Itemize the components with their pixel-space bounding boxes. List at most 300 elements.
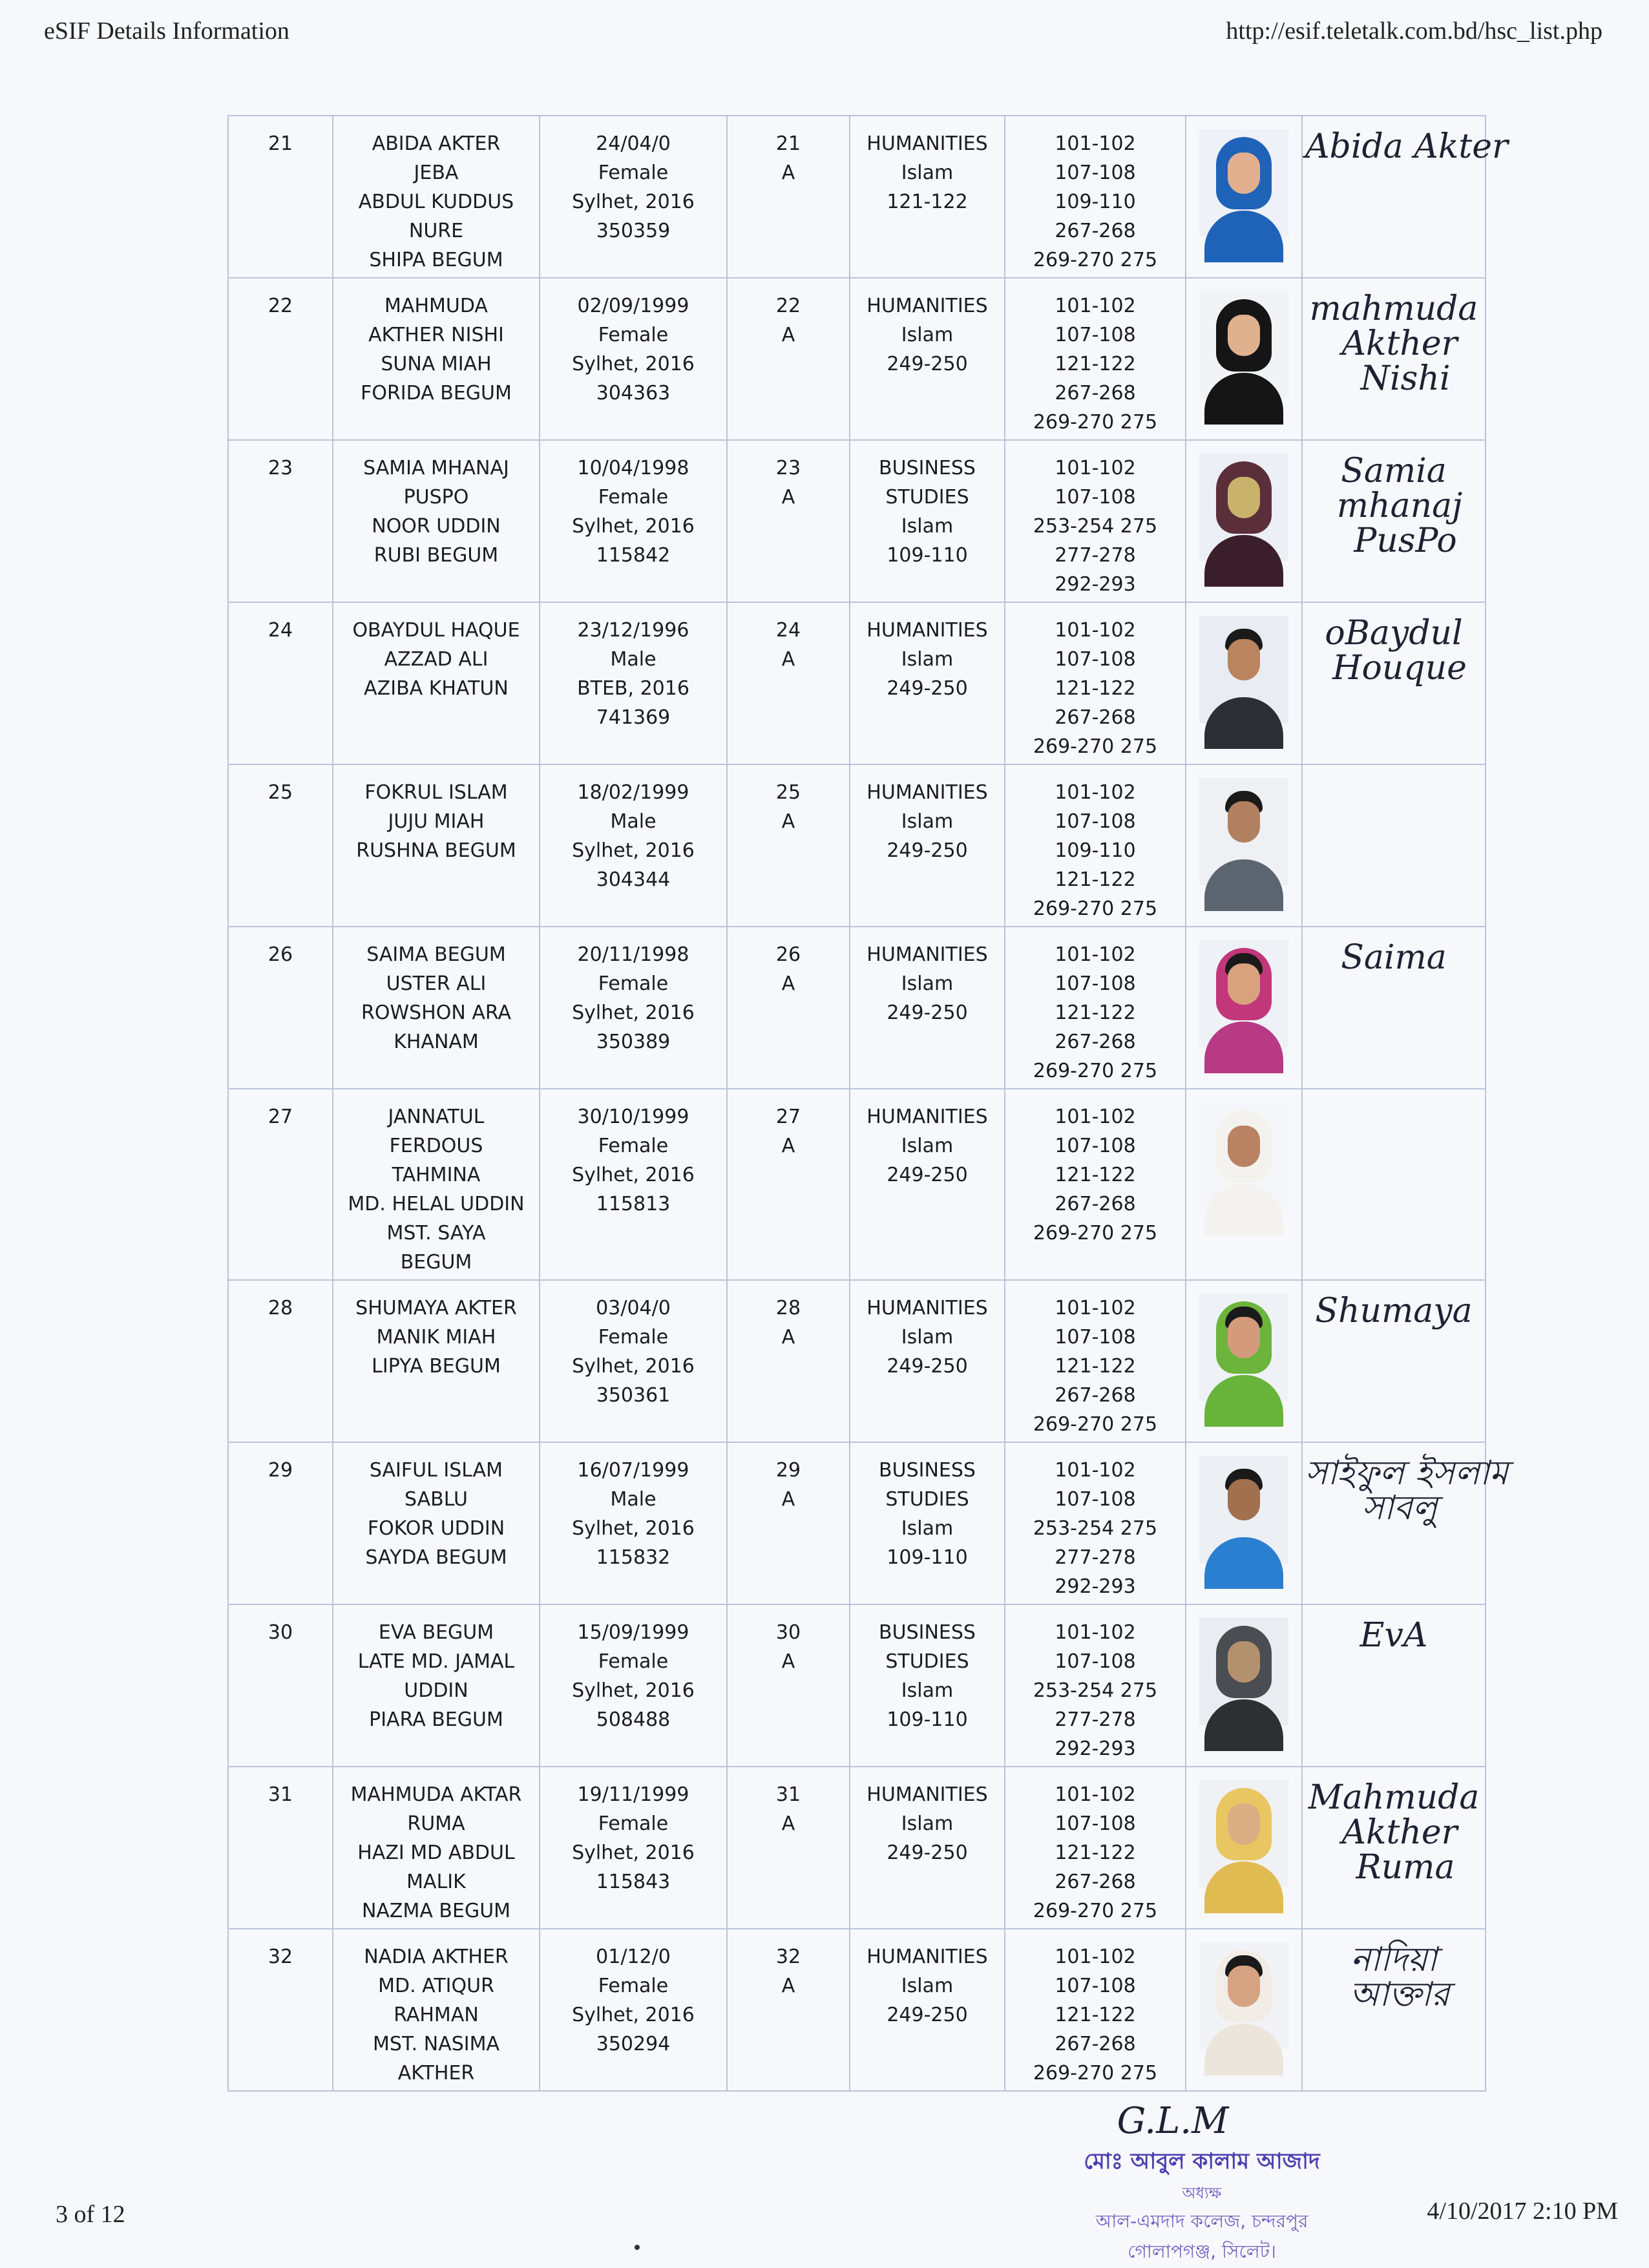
name-line: MST. SAYA xyxy=(386,1222,486,1244)
group-cell xyxy=(850,116,1005,278)
subject-code: 101-102 xyxy=(1055,1946,1136,1968)
board-year: Sylhet, 2016 xyxy=(572,191,695,213)
roll-cell xyxy=(727,1929,850,2091)
subjects-cell xyxy=(1005,278,1186,440)
handwritten-signature: Akther xyxy=(1341,1813,1458,1852)
student-list-table xyxy=(227,115,1508,2092)
student-photo xyxy=(1199,616,1288,723)
subject-code: 101-102 xyxy=(1055,1459,1136,1482)
photo-shoulders xyxy=(1204,1184,1283,1235)
photo-shoulders xyxy=(1204,1699,1283,1751)
name-line: PUSPO xyxy=(403,486,469,509)
subject-code: 269-270 275 xyxy=(1033,735,1158,758)
group-line: Islam xyxy=(901,1326,954,1349)
subject-code: 109-110 xyxy=(1055,191,1136,213)
serial-number: 27 xyxy=(268,1106,293,1128)
serial-number: 21 xyxy=(268,132,293,155)
photo-cell xyxy=(1186,764,1302,927)
handwritten-signature: সাইফুল ইসলাম xyxy=(1305,1454,1508,1493)
roll-number: 28 xyxy=(775,1297,801,1319)
registration-number: 115813 xyxy=(596,1193,671,1215)
group-cell xyxy=(850,602,1005,764)
subject-code: 101-102 xyxy=(1055,1783,1136,1806)
names-cell xyxy=(333,764,540,927)
serial-cell xyxy=(228,764,333,927)
names-cell xyxy=(333,1089,540,1280)
registration-number: 741369 xyxy=(596,706,671,729)
subject-code: 121-122 xyxy=(1055,1842,1136,1864)
name-line: AKTHER NISHI xyxy=(368,324,504,346)
subject-code: 277-278 xyxy=(1055,1546,1136,1569)
signature-cell xyxy=(1302,1929,1486,2091)
subject-code: 277-278 xyxy=(1055,544,1136,567)
stamp-designation: অধ্যক্ষ xyxy=(1182,2184,1222,2202)
section: A xyxy=(781,1135,795,1157)
name-line: SHUMAYA AKTER xyxy=(355,1297,517,1319)
photo-cell xyxy=(1186,278,1302,440)
table-row xyxy=(228,927,1486,1089)
board-year: Sylhet, 2016 xyxy=(572,1517,695,1540)
name-line: NAZMA BEGUM xyxy=(361,1900,511,1922)
subjects-cell xyxy=(1005,1929,1186,2091)
group-line: 249-250 xyxy=(887,1164,968,1186)
name-line: LATE MD. JAMAL xyxy=(357,1650,515,1673)
board-year: Sylhet, 2016 xyxy=(572,1164,695,1186)
roll-number: 25 xyxy=(775,781,801,804)
table-row xyxy=(228,1280,1486,1442)
roll-cell xyxy=(727,1442,850,1604)
handwritten-signature: PusPo xyxy=(1354,521,1457,560)
gender: Female xyxy=(598,1975,669,1997)
photo-face xyxy=(1228,1641,1260,1683)
subject-code: 269-270 275 xyxy=(1033,411,1158,434)
roll-number: 24 xyxy=(775,619,801,642)
serial-number: 25 xyxy=(268,781,293,804)
group-line: Islam xyxy=(901,1812,954,1835)
group-line: Islam xyxy=(901,1975,954,1997)
name-line: MAHMUDA AKTAR xyxy=(350,1783,522,1806)
subject-code: 101-102 xyxy=(1055,619,1136,642)
group-line: BUSINESS xyxy=(879,1459,976,1482)
roll-cell xyxy=(727,116,850,278)
serial-number: 30 xyxy=(268,1621,293,1644)
date-of-birth: 15/09/1999 xyxy=(577,1621,689,1644)
subjects-cell xyxy=(1005,1442,1186,1604)
roll-number: 31 xyxy=(775,1783,801,1806)
name-line: SAYDA BEGUM xyxy=(365,1546,507,1569)
group-cell xyxy=(850,1929,1005,2091)
group-line: 249-250 xyxy=(887,2004,968,2026)
serial-cell xyxy=(228,1280,333,1442)
birth-info-cell xyxy=(540,1442,727,1604)
group-line: HUMANITIES xyxy=(867,781,988,804)
date-of-birth: 03/04/0 xyxy=(596,1297,671,1319)
photo-shoulders xyxy=(1204,859,1283,911)
date-of-birth: 24/04/0 xyxy=(596,132,671,155)
roll-cell xyxy=(727,278,850,440)
student-photo xyxy=(1199,1294,1288,1401)
handwritten-signature: আক্তার xyxy=(1349,1975,1450,2014)
group-line: Islam xyxy=(901,1517,954,1540)
subject-code: 107-108 xyxy=(1055,1135,1136,1157)
birth-info-cell xyxy=(540,1929,727,2091)
handwritten-signature: Abida Akter xyxy=(1305,127,1508,166)
section: A xyxy=(781,1326,795,1349)
subject-code: 121-122 xyxy=(1055,2004,1136,2026)
name-line: TAHMINA xyxy=(392,1164,481,1186)
subject-code: 292-293 xyxy=(1055,573,1136,596)
stamp-address-line-1: আল-এমদাদ কলেজ, চন্দরপুর xyxy=(1095,2210,1308,2232)
handwritten-signature: Akther xyxy=(1341,324,1458,363)
signature-cell xyxy=(1302,278,1486,440)
name-line: AZZAD ALI xyxy=(384,648,488,671)
group-cell xyxy=(850,1767,1005,1929)
name-line: HAZI MD ABDUL xyxy=(357,1842,515,1864)
name-line: NURE xyxy=(408,220,464,242)
name-line: AKTHER xyxy=(397,2062,475,2084)
name-line: UDDIN xyxy=(404,1679,468,1702)
photo-cell xyxy=(1186,1604,1302,1767)
photo-face xyxy=(1228,152,1260,194)
serial-cell xyxy=(228,927,333,1089)
photo-cell xyxy=(1186,1280,1302,1442)
subjects-cell xyxy=(1005,1767,1186,1929)
group-line: Islam xyxy=(901,1679,954,1702)
handwritten-signature: mhanaj xyxy=(1336,487,1463,525)
subject-code: 101-102 xyxy=(1055,943,1136,966)
subject-code: 269-270 275 xyxy=(1033,1900,1158,1922)
signature-cell xyxy=(1302,1280,1486,1442)
roll-cell xyxy=(727,440,850,602)
group-cell xyxy=(850,1089,1005,1280)
serial-cell xyxy=(228,278,333,440)
stamp-address-line-2: গোলাপগঞ্জ, সিলেট। xyxy=(1128,2241,1276,2262)
handwritten-signature: oBaydul xyxy=(1325,614,1463,653)
name-line: FORIDA BEGUM xyxy=(361,382,512,404)
gender: Male xyxy=(610,810,656,833)
birth-info-cell xyxy=(540,1767,727,1929)
date-of-birth: 19/11/1999 xyxy=(577,1783,689,1806)
subject-code: 107-108 xyxy=(1055,1326,1136,1349)
serial-number: 26 xyxy=(268,943,293,966)
gender: Female xyxy=(598,1812,669,1835)
student-photo xyxy=(1199,129,1288,236)
name-line: FERDOUS xyxy=(389,1135,483,1157)
section: A xyxy=(781,324,795,346)
group-line: Islam xyxy=(901,810,954,833)
group-cell xyxy=(850,278,1005,440)
subject-code: 107-108 xyxy=(1055,324,1136,346)
gender: Male xyxy=(610,1488,656,1511)
gender: Female xyxy=(598,1135,669,1157)
date-of-birth: 01/12/0 xyxy=(596,1946,671,1968)
subject-code: 107-108 xyxy=(1055,1488,1136,1511)
group-line: 109-110 xyxy=(887,544,968,567)
roll-number: 22 xyxy=(775,295,801,317)
group-line: STUDIES xyxy=(885,1650,969,1673)
photo-shoulders xyxy=(1204,1862,1283,1913)
subjects-cell xyxy=(1005,1604,1186,1767)
photo-face xyxy=(1228,1803,1260,1845)
handwritten-signature: নাদিয়া xyxy=(1350,1940,1438,1979)
subject-code: 267-268 xyxy=(1055,220,1136,242)
birth-info-cell xyxy=(540,1280,727,1442)
signature-cell xyxy=(1302,927,1486,1089)
group-line: 249-250 xyxy=(887,353,968,375)
table-row xyxy=(228,1767,1486,1929)
gender: Female xyxy=(598,324,669,346)
name-line: SHIPA BEGUM xyxy=(369,249,503,271)
name-line: SAMIA MHANAJ xyxy=(363,457,509,479)
student-list-body xyxy=(228,116,1508,2091)
group-line: HUMANITIES xyxy=(867,1946,988,1968)
photo-cell xyxy=(1186,440,1302,602)
page-header-url: http://esif.teletalk.com.bd/hsc_list.php xyxy=(1226,17,1602,45)
board-year: Sylhet, 2016 xyxy=(572,839,695,862)
group-line: 249-250 xyxy=(887,1355,968,1378)
serial-number: 32 xyxy=(268,1946,293,1968)
group-line: HUMANITIES xyxy=(867,1297,988,1319)
serial-number: 23 xyxy=(268,457,293,479)
names-cell xyxy=(333,278,540,440)
name-line: EVA BEGUM xyxy=(378,1621,494,1644)
subject-code: 121-122 xyxy=(1055,1355,1136,1378)
photo-face xyxy=(1228,477,1260,518)
date-of-birth: 30/10/1999 xyxy=(577,1106,689,1128)
birth-info-cell xyxy=(540,927,727,1089)
date-of-birth: 23/12/1996 xyxy=(577,619,689,642)
signature-cell xyxy=(1302,602,1486,764)
group-cell xyxy=(850,927,1005,1089)
student-photo xyxy=(1199,291,1288,399)
names-cell xyxy=(333,927,540,1089)
name-line: USTER ALI xyxy=(386,972,487,995)
birth-info-cell xyxy=(540,1604,727,1767)
name-line: RUSHNA BEGUM xyxy=(356,839,516,862)
serial-cell xyxy=(228,1604,333,1767)
roll-number: 27 xyxy=(775,1106,801,1128)
student-photo xyxy=(1199,1618,1288,1725)
name-line: RUBI BEGUM xyxy=(373,544,499,567)
group-line: Islam xyxy=(901,1135,954,1157)
names-cell xyxy=(333,1280,540,1442)
birth-info-cell xyxy=(540,602,727,764)
photo-shoulders xyxy=(1204,535,1283,587)
serial-cell xyxy=(228,1442,333,1604)
photo-shoulders xyxy=(1204,211,1283,262)
serial-number: 29 xyxy=(268,1459,293,1482)
name-line: JEBA xyxy=(414,162,459,184)
names-cell xyxy=(333,116,540,278)
table-row xyxy=(228,116,1486,278)
handwritten-signature: সাবলু xyxy=(1361,1489,1438,1528)
subject-code: 269-270 275 xyxy=(1033,1222,1158,1244)
name-line: KHANAM xyxy=(394,1031,479,1053)
gender: Female xyxy=(598,1650,669,1673)
handwritten-signature: EvA xyxy=(1360,1616,1428,1655)
subject-code: 107-108 xyxy=(1055,972,1136,995)
signature-cell xyxy=(1302,764,1486,927)
signature-cell xyxy=(1302,116,1508,278)
subject-code: 253-254 275 xyxy=(1033,1679,1158,1702)
student-photo xyxy=(1199,1942,1288,2050)
handwritten-signature: Saima xyxy=(1341,938,1447,977)
subject-code: 101-102 xyxy=(1055,295,1136,317)
photo-face xyxy=(1228,1317,1260,1358)
subjects-cell xyxy=(1005,440,1186,602)
date-of-birth: 10/04/1998 xyxy=(577,457,689,479)
group-line: Islam xyxy=(901,648,954,671)
name-line: ROWSHON ARA xyxy=(361,1002,511,1024)
handwritten-signature: Samia xyxy=(1341,452,1447,490)
group-cell xyxy=(850,440,1005,602)
group-cell xyxy=(850,764,1005,927)
names-cell xyxy=(333,1767,540,1929)
group-line: 109-110 xyxy=(887,1546,968,1569)
group-line: BUSINESS xyxy=(879,457,976,479)
section: A xyxy=(781,648,795,671)
signature-cell xyxy=(1302,1089,1486,1280)
subject-code: 101-102 xyxy=(1055,1297,1136,1319)
group-cell xyxy=(850,1604,1005,1767)
table-row xyxy=(228,1604,1486,1767)
photo-face xyxy=(1228,1126,1260,1167)
group-line: Islam xyxy=(901,162,954,184)
name-line: MAHMUDA xyxy=(384,295,488,317)
roll-cell xyxy=(727,602,850,764)
birth-info-cell xyxy=(540,116,727,278)
subject-code: 121-122 xyxy=(1055,1002,1136,1024)
roll-number: 26 xyxy=(775,943,801,966)
subjects-cell xyxy=(1005,1089,1186,1280)
signature-cell xyxy=(1302,1767,1486,1929)
table-row xyxy=(228,1089,1486,1280)
name-line: MD. ATIQUR xyxy=(378,1975,494,1997)
subject-code: 101-102 xyxy=(1055,132,1136,155)
group-line: 109-110 xyxy=(887,1708,968,1731)
date-of-birth: 18/02/1999 xyxy=(577,781,689,804)
name-line: BEGUM xyxy=(400,1251,472,1274)
group-line: Islam xyxy=(901,324,954,346)
subject-code: 269-270 275 xyxy=(1033,1060,1158,1082)
subject-code: 101-102 xyxy=(1055,1106,1136,1128)
subject-code: 267-268 xyxy=(1055,1031,1136,1053)
photo-cell xyxy=(1186,602,1302,764)
registration-number: 350359 xyxy=(596,220,671,242)
group-line: HUMANITIES xyxy=(867,1783,988,1806)
name-line: FOKOR UDDIN xyxy=(367,1517,505,1540)
section: A xyxy=(781,162,795,184)
group-line: 249-250 xyxy=(887,677,968,700)
roll-number: 23 xyxy=(775,457,801,479)
name-line: SAIMA BEGUM xyxy=(366,943,506,966)
subject-code: 267-268 xyxy=(1055,2033,1136,2055)
signature-cell xyxy=(1302,1604,1486,1767)
names-cell xyxy=(333,1929,540,2091)
table-row xyxy=(228,440,1486,602)
group-line: STUDIES xyxy=(885,486,969,509)
subject-code: 101-102 xyxy=(1055,1621,1136,1644)
section: A xyxy=(781,972,795,995)
subjects-cell xyxy=(1005,764,1186,927)
stamp-name: মোঃ আবুল কালাম আজাদ xyxy=(1084,2148,1320,2174)
gender: Female xyxy=(598,972,669,995)
name-line: AZIBA KHATUN xyxy=(364,677,509,700)
subject-code: 269-270 275 xyxy=(1033,249,1158,271)
birth-info-cell xyxy=(540,764,727,927)
student-photo xyxy=(1199,1102,1288,1210)
name-line: ABIDA AKTER xyxy=(372,132,501,155)
photo-face xyxy=(1228,315,1260,356)
table-row xyxy=(228,1929,1486,2091)
group-line: Islam xyxy=(901,972,954,995)
date-of-birth: 20/11/1998 xyxy=(577,943,689,966)
registration-number: 115832 xyxy=(596,1546,671,1569)
photo-cell xyxy=(1186,1089,1302,1280)
subject-code: 267-268 xyxy=(1055,1871,1136,1893)
roll-cell xyxy=(727,1280,850,1442)
roll-cell xyxy=(727,1767,850,1929)
photo-shoulders xyxy=(1204,697,1283,749)
student-photo xyxy=(1199,778,1288,885)
speck xyxy=(635,2245,640,2250)
subject-code: 121-122 xyxy=(1055,1164,1136,1186)
photo-cell xyxy=(1186,1767,1302,1929)
group-line: HUMANITIES xyxy=(867,295,988,317)
subject-code: 121-122 xyxy=(1055,677,1136,700)
group-line: HUMANITIES xyxy=(867,619,988,642)
subject-code: 107-108 xyxy=(1055,1650,1136,1673)
photo-cell xyxy=(1186,116,1302,278)
group-line: Islam xyxy=(901,515,954,538)
registration-number: 350361 xyxy=(596,1384,671,1407)
name-line: SAIFUL ISLAM xyxy=(369,1459,503,1482)
subject-code: 253-254 275 xyxy=(1033,1517,1158,1540)
subject-code: 121-122 xyxy=(1055,353,1136,375)
serial-cell xyxy=(228,440,333,602)
subject-code: 269-270 275 xyxy=(1033,2062,1158,2084)
board-year: Sylhet, 2016 xyxy=(572,353,695,375)
student-photo xyxy=(1199,1456,1288,1563)
subject-code: 267-268 xyxy=(1055,706,1136,729)
photo-cell xyxy=(1186,1929,1302,2091)
section: A xyxy=(781,810,795,833)
subject-code: 277-278 xyxy=(1055,1708,1136,1731)
name-line: ABDUL KUDDUS xyxy=(358,191,514,213)
roll-number: 29 xyxy=(775,1459,801,1482)
subject-code: 269-270 275 xyxy=(1033,898,1158,920)
handwritten-signature: mahmuda xyxy=(1309,289,1478,328)
name-line: MD. HELAL UDDIN xyxy=(348,1193,525,1215)
print-datetime: 4/10/2017 2:10 PM xyxy=(1427,2198,1618,2225)
board-year: Sylhet, 2016 xyxy=(572,1679,695,1702)
handwritten-signature: Ruma xyxy=(1356,1848,1455,1887)
registration-number: 508488 xyxy=(596,1708,671,1731)
subject-code: 267-268 xyxy=(1055,1193,1136,1215)
board-year: Sylhet, 2016 xyxy=(572,2004,695,2026)
name-line: MST. NASIMA xyxy=(372,2033,500,2055)
names-cell xyxy=(333,602,540,764)
group-line: 249-250 xyxy=(887,839,968,862)
name-line: RAHMAN xyxy=(394,2004,479,2026)
names-cell xyxy=(333,1442,540,1604)
registration-number: 115842 xyxy=(596,544,671,567)
subjects-cell xyxy=(1005,927,1186,1089)
name-line: NADIA AKTHER xyxy=(364,1946,509,1968)
board-year: Sylhet, 2016 xyxy=(572,1842,695,1864)
subject-code: 109-110 xyxy=(1055,839,1136,862)
student-photo xyxy=(1199,454,1288,561)
